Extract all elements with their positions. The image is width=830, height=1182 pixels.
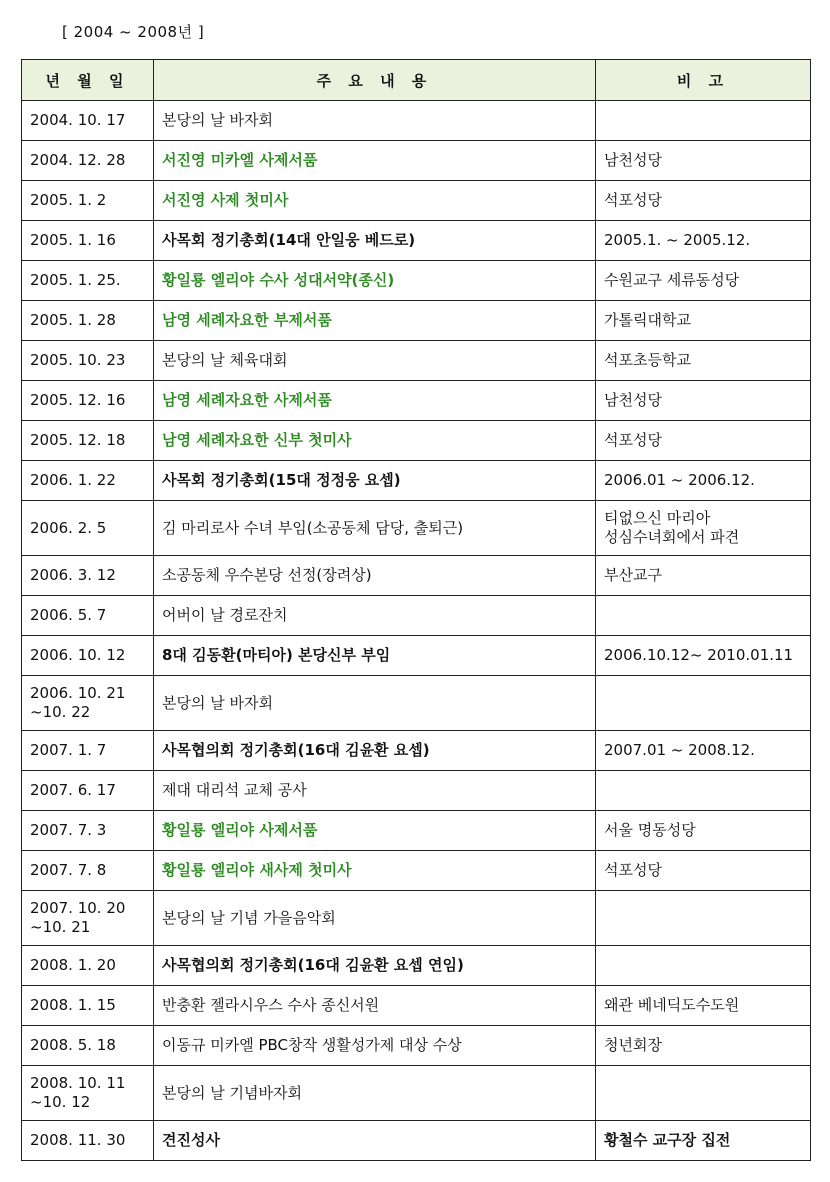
content-cell: 남영 세례자요한 사제서품 — [154, 381, 596, 421]
note-cell: 수원교구 세류동성당 — [596, 261, 811, 301]
note-cell: 석포성당 — [596, 421, 811, 461]
content-cell: 본당의 날 바자회 — [154, 676, 596, 731]
table-row — [22, 341, 811, 381]
date-cell: 2005. 1. 16 — [22, 221, 154, 261]
content-cell: 사목협의회 정기총회(16대 김윤환 요셉) — [154, 731, 596, 771]
table-row — [22, 1121, 811, 1161]
content-cell: 본당의 날 바자회 — [154, 101, 596, 141]
date-cell: 2008. 11. 30 — [22, 1121, 154, 1161]
table-row — [22, 596, 811, 636]
note-cell: 청년회장 — [596, 1026, 811, 1066]
date-cell: 2008. 5. 18 — [22, 1026, 154, 1066]
table-row — [22, 221, 811, 261]
note-cell: 왜관 베네딕도수도원 — [596, 986, 811, 1026]
note-cell: 황철수 교구장 집전 — [596, 1121, 811, 1161]
date-cell: 2007. 10. 20 ~10. 21 — [22, 891, 154, 946]
table-row — [22, 141, 811, 181]
content-cell: 제대 대리석 교체 공사 — [154, 771, 596, 811]
date-cell: 2007. 7. 8 — [22, 851, 154, 891]
table-row — [22, 556, 811, 596]
date-cell: 2005. 1. 25. — [22, 261, 154, 301]
note-cell — [596, 676, 811, 731]
date-cell: 2006. 10. 21 ~10. 22 — [22, 676, 154, 731]
date-cell: 2005. 10. 23 — [22, 341, 154, 381]
date-cell: 2007. 7. 3 — [22, 811, 154, 851]
header-row — [22, 60, 811, 101]
table-row — [22, 1066, 811, 1121]
note-cell — [596, 101, 811, 141]
date-cell: 2005. 12. 16 — [22, 381, 154, 421]
date-cell: 2006. 5. 7 — [22, 596, 154, 636]
content-cell: 반충환 젤라시우스 수사 종신서원 — [154, 986, 596, 1026]
content-cell: 이동규 미카엘 PBC창작 생활성가제 대상 수상 — [154, 1026, 596, 1066]
content-cell: 본당의 날 체육대회 — [154, 341, 596, 381]
date-cell: 2005. 12. 18 — [22, 421, 154, 461]
note-cell — [596, 946, 811, 986]
note-cell: 2005.1. ~ 2005.12. — [596, 221, 811, 261]
table-row — [22, 676, 811, 731]
note-cell: 가톨릭대학교 — [596, 301, 811, 341]
date-cell: 2006. 1. 22 — [22, 461, 154, 501]
content-cell: 서진영 사제 첫미사 — [154, 181, 596, 221]
table-row — [22, 381, 811, 421]
table-row — [22, 986, 811, 1026]
table-body — [22, 101, 811, 1161]
date-cell: 2004. 10. 17 — [22, 101, 154, 141]
table-row — [22, 421, 811, 461]
note-cell — [596, 771, 811, 811]
content-cell: 견진성사 — [154, 1121, 596, 1161]
note-cell — [596, 1066, 811, 1121]
date-cell: 2008. 10. 11 ~10. 12 — [22, 1066, 154, 1121]
note-cell: 남천성당 — [596, 381, 811, 421]
table-row — [22, 771, 811, 811]
date-cell: 2006. 3. 12 — [22, 556, 154, 596]
header-note: 비 고 — [596, 60, 811, 101]
content-cell: 황일룡 엘리야 사제서품 — [154, 811, 596, 851]
note-cell: 2006.10.12~ 2010.01.11 — [596, 636, 811, 676]
note-cell: 부산교구 — [596, 556, 811, 596]
table-row — [22, 461, 811, 501]
content-cell: 서진영 미카엘 사제서품 — [154, 141, 596, 181]
header-content: 주 요 내 용 — [154, 60, 596, 101]
content-cell: 어버이 날 경로잔치 — [154, 596, 596, 636]
note-cell: 티없으신 마리아 성심수녀회에서 파견 — [596, 501, 811, 556]
content-cell: 본당의 날 기념바자회 — [154, 1066, 596, 1121]
content-cell: 황일룡 엘리야 새사제 첫미사 — [154, 851, 596, 891]
note-cell — [596, 596, 811, 636]
content-cell: 남영 세례자요한 신부 첫미사 — [154, 421, 596, 461]
table-row — [22, 261, 811, 301]
date-cell: 2007. 1. 7 — [22, 731, 154, 771]
table-row — [22, 181, 811, 221]
table-caption: [ 2004 ~ 2008년 ] — [62, 23, 205, 41]
table-row — [22, 1026, 811, 1066]
note-cell: 석포성당 — [596, 851, 811, 891]
note-cell: 석포초등학교 — [596, 341, 811, 381]
table-row — [22, 851, 811, 891]
table-row — [22, 301, 811, 341]
content-cell: 사목협의회 정기총회(16대 김윤환 요셉 연임) — [154, 946, 596, 986]
table-row — [22, 891, 811, 946]
date-cell: 2004. 12. 28 — [22, 141, 154, 181]
content-cell: 본당의 날 기념 가을음악회 — [154, 891, 596, 946]
note-cell: 남천성당 — [596, 141, 811, 181]
date-cell: 2008. 1. 15 — [22, 986, 154, 1026]
content-cell: 남영 세례자요한 부제서품 — [154, 301, 596, 341]
table-row — [22, 501, 811, 556]
note-cell: 2006.01 ~ 2006.12. — [596, 461, 811, 501]
note-cell: 2007.01 ~ 2008.12. — [596, 731, 811, 771]
content-cell: 사목회 정기총회(14대 안일웅 베드로) — [154, 221, 596, 261]
table-row — [22, 946, 811, 986]
table-row — [22, 636, 811, 676]
date-cell: 2007. 6. 17 — [22, 771, 154, 811]
table-row — [22, 811, 811, 851]
note-cell: 석포성당 — [596, 181, 811, 221]
content-cell: 황일룡 엘리야 수사 성대서약(종신) — [154, 261, 596, 301]
header-date: 년 월 일 — [22, 60, 154, 101]
date-cell: 2006. 10. 12 — [22, 636, 154, 676]
note-cell: 서울 명동성당 — [596, 811, 811, 851]
date-cell: 2008. 1. 20 — [22, 946, 154, 986]
note-cell — [596, 891, 811, 946]
content-cell: 8대 김동환(마티아) 본당신부 부임 — [154, 636, 596, 676]
date-cell: 2005. 1. 2 — [22, 181, 154, 221]
history-table — [21, 59, 811, 1161]
table-row — [22, 731, 811, 771]
content-cell: 사목회 정기총회(15대 정정웅 요셉) — [154, 461, 596, 501]
content-cell: 소공동체 우수본당 선정(장려상) — [154, 556, 596, 596]
date-cell: 2006. 2. 5 — [22, 501, 154, 556]
table-row — [22, 101, 811, 141]
content-cell: 김 마리로사 수녀 부임(소공동체 담당, 출퇴근) — [154, 501, 596, 556]
date-cell: 2005. 1. 28 — [22, 301, 154, 341]
